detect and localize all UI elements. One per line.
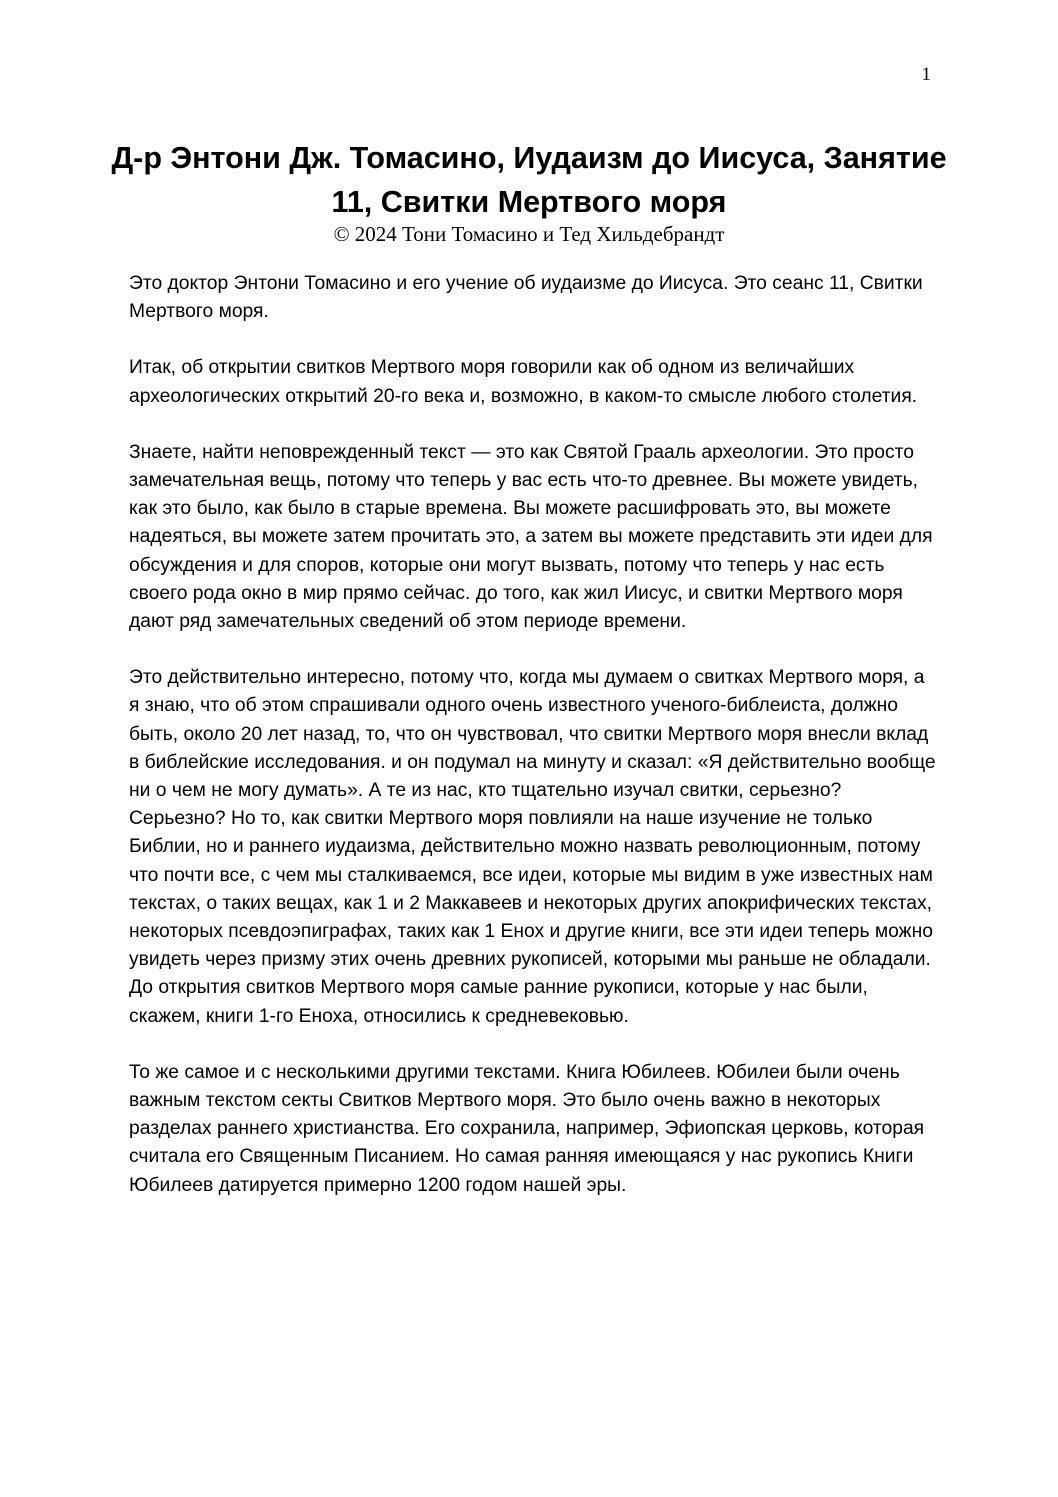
paragraph-4: Это действительно интересно, потому что, когда мы думаем о свитках Мертвого моря, а я знаю, что об этом спрашивали одного очень известного ученого-библеиста, должно быть, около 20 лет назад, то, что он чувствовал, что свитки Мертвого моря внесли вклад в библейские исследования. и он подумал на минуту и сказал: «Я действительно вообще ни о чем не могу думать». А те из нас, кто тщательно изучал свитки, серьезно? Серьезно? Но то, как свитки Мертвого моря повлияли на наше изучение не только Библии, но и раннего иудаизма, действительно можно назвать революционным, потому что почти все, с чем мы сталкиваемся, все идеи, которые мы видим в уже известных нам текстах, о таких вещах, как 1 и 2 Маккавеев и некоторых других апокрифических текстах, некоторых псевдоэпиграфах, таких как 1 Енох и другие книги, все эти идеи теперь можно увидеть через призму этих очень древних рукописей, которыми мы раньше не обладали. До открытия свитков Мертвого моря самые ранние рукописи, которые у нас были, скажем, книги 1-го Еноха, относились к средневековью. xyxy=(129,667,936,1027)
paragraph-5: То же самое и с несколькими другими текстами. Книга Юбилеев. Юбилеи были очень важным текстом секты Свитков Мертвого моря. Это было очень важно в некоторых разделах раннего христианства. Его сохранила, например, Эфиопская церковь, которая считала его Священным Писанием. Но самая ранняя имеющаяся у нас рукопись Книги Юбилеев датируется примерно 1200 годом нашей эры. xyxy=(129,1061,925,1196)
title-block xyxy=(100,136,958,247)
paragraph-1: Это доктор Энтони Томасино и его учение об иудаизме до Иисуса. Это сеанс 11, Свитки Мертвого моря. xyxy=(129,273,923,323)
paragraph-2: Итак, об открытии свитков Мертвого моря говорили как об одном из величайших археологических открытий 20-го века и, возможно, в каком-то смысле любого столетия. xyxy=(129,357,918,407)
body-text xyxy=(129,270,937,1228)
page-title: Д-р Энтони Дж. Томасино, Иудаизм до Иисуса, Занятие 11, Свитки Мертвого моря xyxy=(111,141,947,219)
copyright-line: © 2024 Тони Томасино и Тед Хильдебрандт xyxy=(333,222,725,246)
paragraph-3: Знаете, найти неповрежденный текст — это как Святой Грааль археологии. Это просто замечательная вещь, потому что теперь у вас есть что-то древнее. Вы можете увидеть, как это было, как было в старые времена. Вы можете расшифровать это, вы можете надеяться, вы можете затем прочитать это, а затем вы можете представить эти идеи для обсуждения и для споров, которые они могут вызвать, потому что теперь у нас есть своего рода окно в мир прямо сейчас. до того, как жил Иисус, и свитки Мертвого моря дают ряд замечательных сведений об этом периоде времени. xyxy=(129,441,933,633)
page-number: 1 xyxy=(921,64,931,85)
